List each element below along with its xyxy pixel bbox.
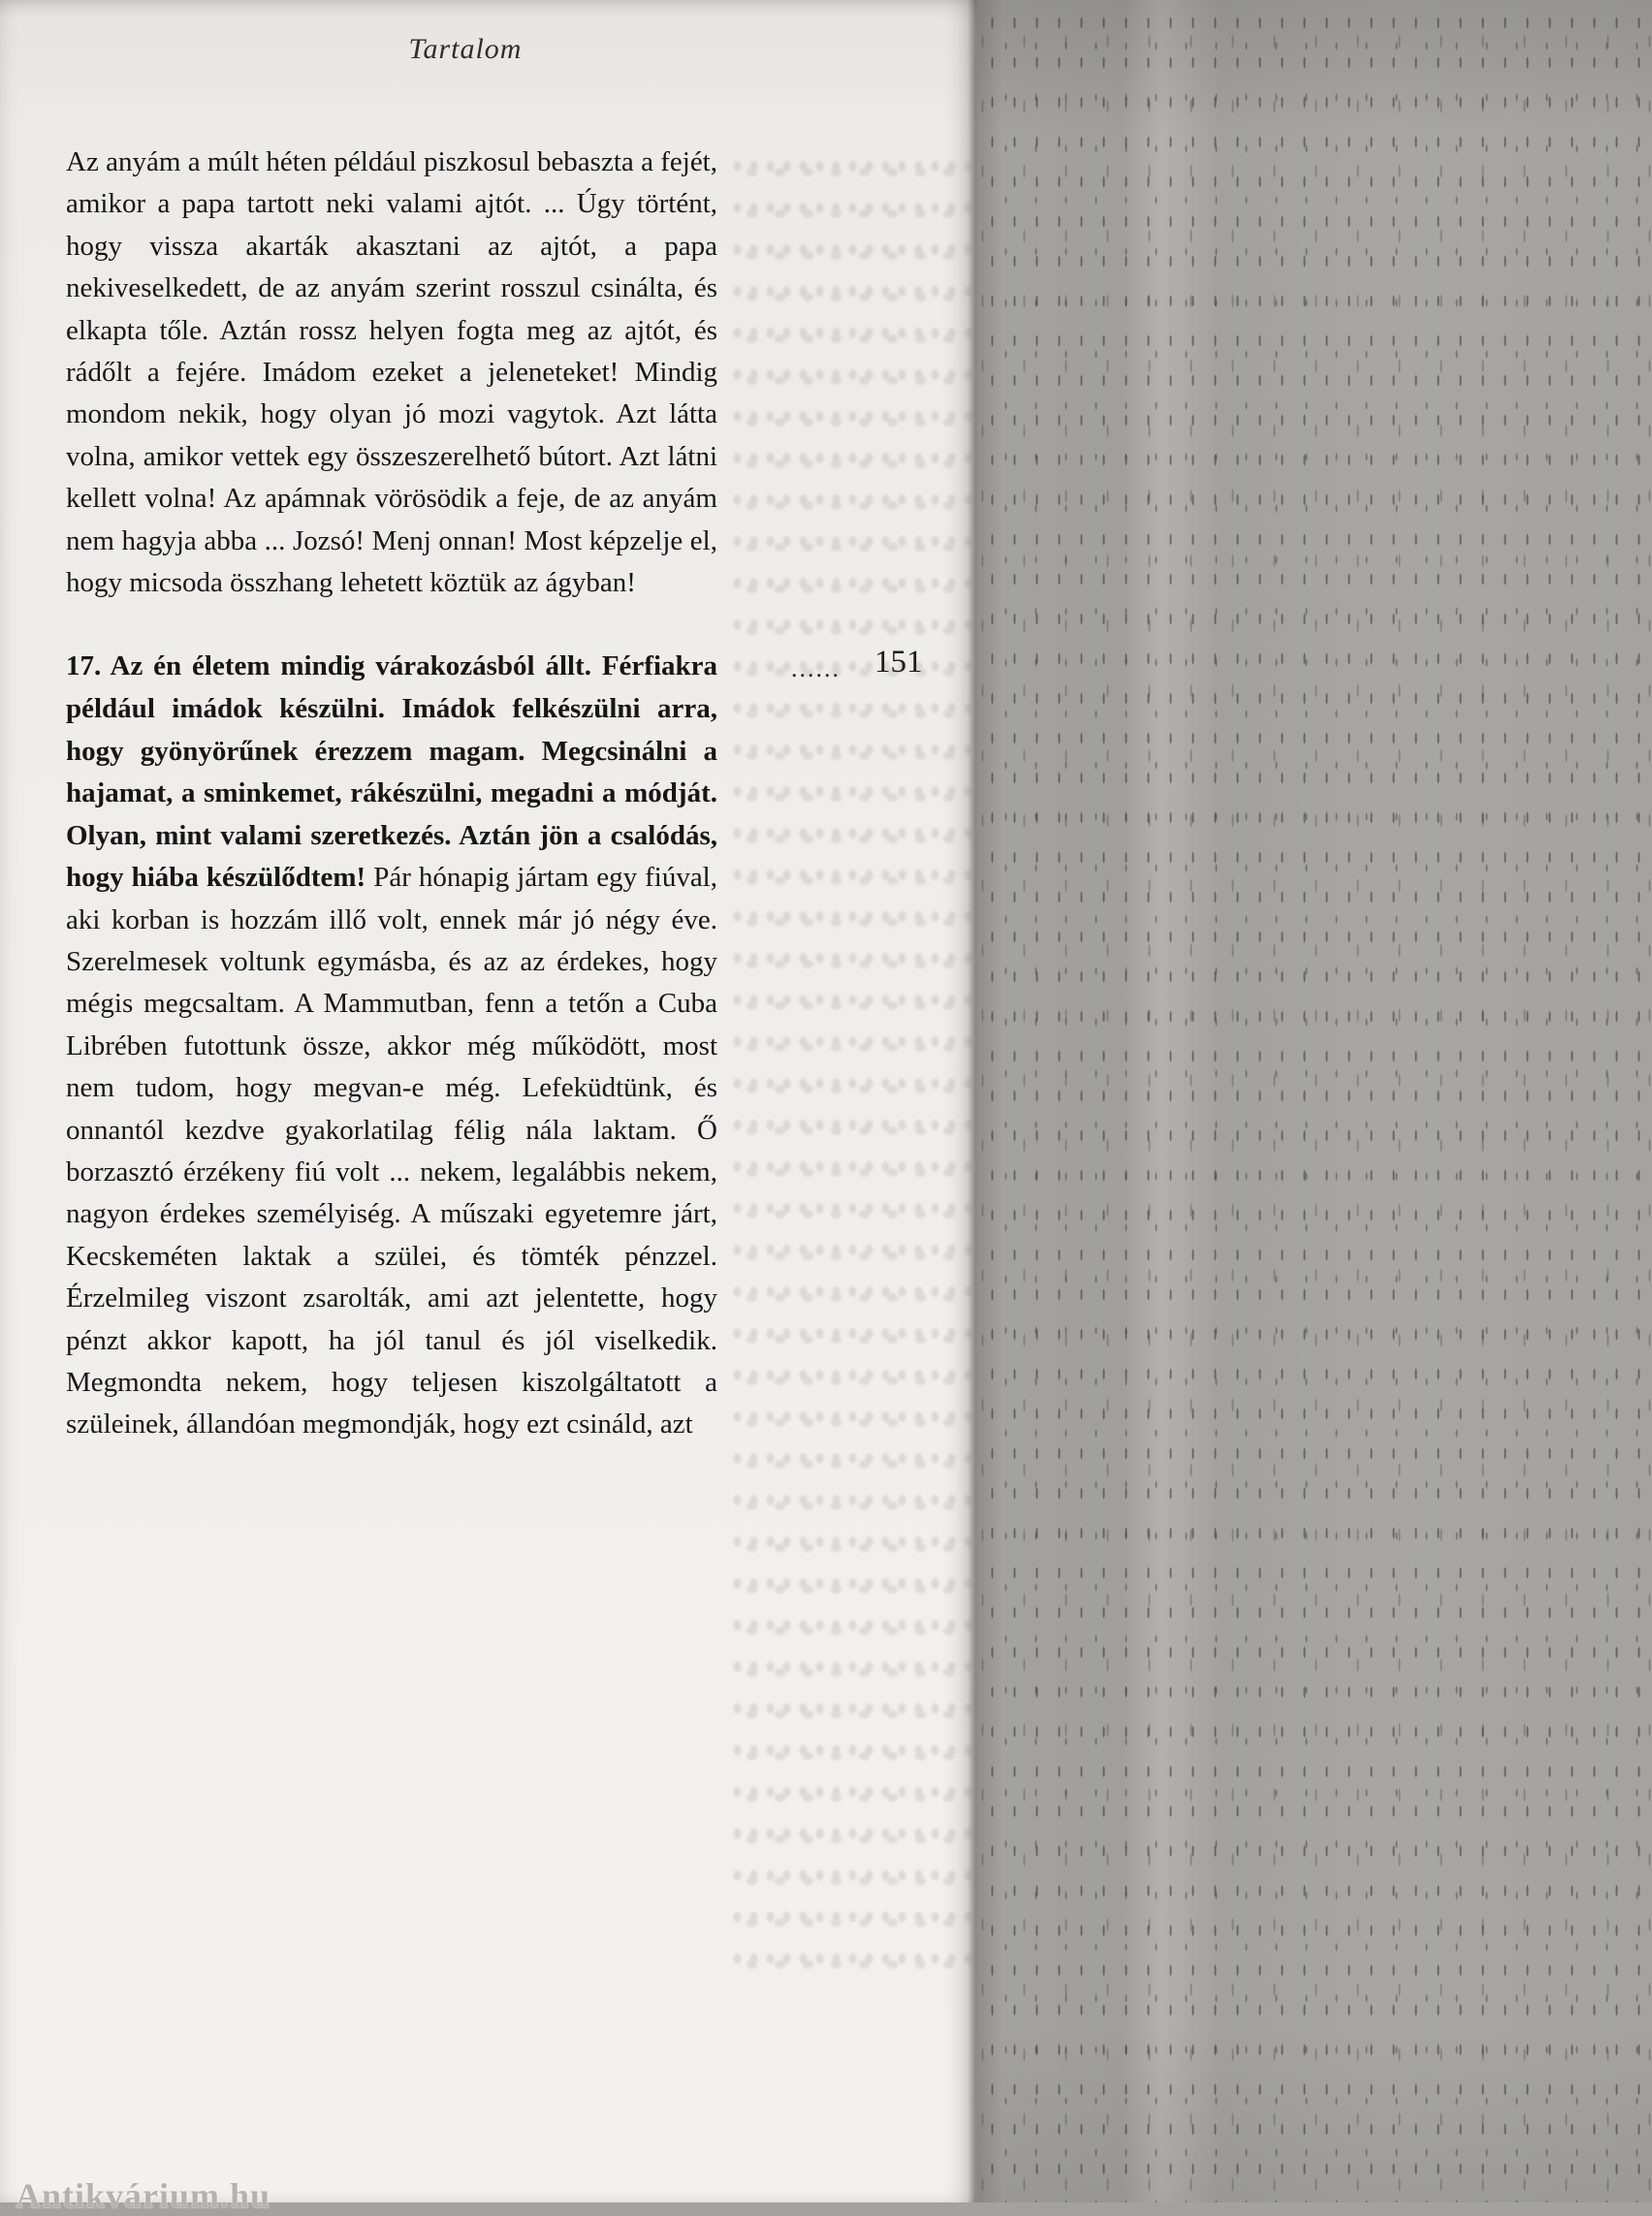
toc-entry-17 [66, 645, 923, 1445]
text-column [66, 142, 923, 1446]
reverse-side-bleed-through [729, 145, 971, 1987]
toc-leader-dots: ...... [791, 654, 841, 683]
toc-entry-line [66, 645, 923, 688]
toc-entry-paragraph [66, 688, 717, 1445]
toc-page-number: 151 [874, 645, 923, 681]
antikvarium-watermark: Antikvárium.hu [16, 2176, 271, 2215]
background-gray-band [977, 0, 1652, 2202]
paragraph-anecdote: Az anyám a múlt héten például piszkosul bebaszta a fejét, amikor a papa tartott neki valami ajtót. ... Úgy történt, hogy vissza akarták akasztani az ajtót, a papa nekiveselkedett, de az anyám szerint rosszul csinálta, és elkapta tőle. Aztán rossz helyen fogta meg az ajtót, és rádőlt a fejére. Imádom ezeket a jeleneteket! Mindig mondom nekik, hogy olyan jó mozi vagytok. Azt látta volna, amikor vettek egy összeszerelhető bútort. Azt látni kellett volna! Az apámnak vörösödik a feje, de az anyám nem hagyja abba ... Jozsó! Menj onnan! Most képzelje el, hogy micsoda összhang lehetett köztük az ágyban! [66, 146, 717, 599]
toc-entry-body-text: Pár hónapig jártam egy fiúval, aki korban is hozzám illő volt, ennek már jó négy éve. Szerelmesek voltunk egymásba, és az az érdekes, hogy mégis megcsaltam. A Mammutban, fenn a tetőn a Cuba Librében futottunk össze, akkor még működött, most nem tudom, hogy megvan-e még. Lefeküdtünk, és onnantól kezdve gyakorlatilag félig nála laktam. Ő borzasztó érzékeny fiú volt ... nekem, legalábbis nekem, nagyon érdekes személyiség. A műszaki egyetemre járt, Kecskeméten laktak a szülei, és tömték pénzzel. Érzelmileg viszont zsarolták, ami azt jelentette, hogy pénzt akkor kapott, ha jól tanul és jól viselkedik. Megmondta nekem, hogy teljesen kiszolgáltatott a szüleinek, állandóan megmondják, hogy ezt csináld, azt [66, 862, 717, 1440]
toc-entry-heading: 17. Az én életem mindig várakozásból állt. Férfiakra [66, 650, 717, 682]
page-header-title: Tartalom [408, 33, 523, 65]
toc-entry-bold-text: például imádok készülni. Imádok felkészülni arra, hogy gyönyörűnek érezzem magam. Megcsinálni a hajamat, a sminkemet, rákészülni, megadni a módját. Olyan, mint valami szeretkezés. Aztán jön a csalódás, hogy hiába készülődtem! [66, 693, 717, 894]
